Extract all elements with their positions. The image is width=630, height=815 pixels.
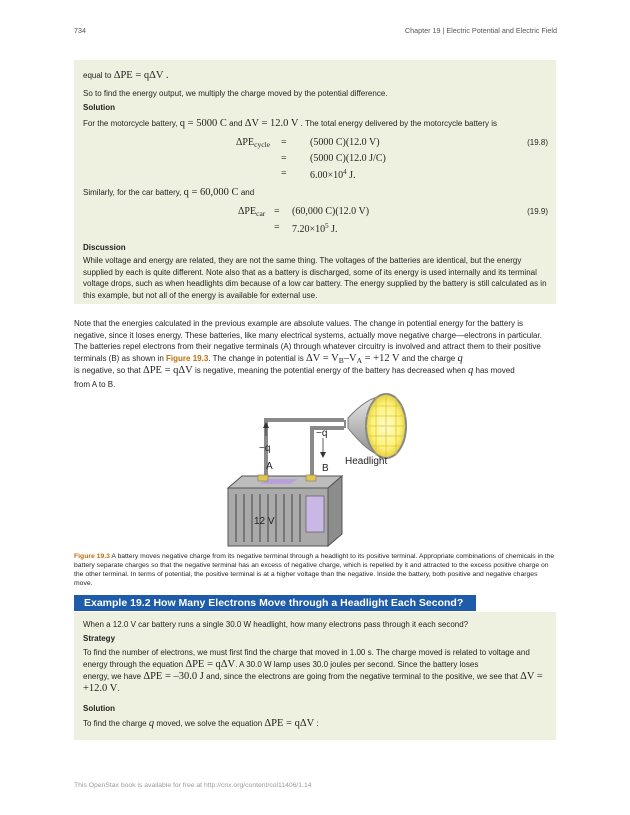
solution-heading: Solution	[83, 103, 115, 112]
eq-base: 6.00×10	[310, 170, 344, 181]
solution-heading-2: Solution	[83, 704, 115, 713]
body-paragraph-end: from A to B.	[74, 380, 116, 389]
example-question: When a 12.0 V car battery runs a single 30.0 W headlight, how many electrons pass through it each second?	[83, 620, 469, 629]
eq-lhs: ΔPE	[238, 206, 257, 217]
delta-v-equation	[306, 353, 400, 364]
car-pre: Similarly, for the car battery,	[83, 188, 182, 197]
solution-part: To find the charge	[83, 719, 147, 728]
eq-part: = +12 V	[364, 352, 400, 364]
q-symbol: q	[468, 365, 474, 376]
para-text: is negative, so that	[74, 366, 141, 375]
strategy-equation: ΔPE = –30.0 J	[143, 671, 204, 682]
para-text: has moved	[475, 366, 515, 375]
strategy-heading: Strategy	[83, 634, 116, 643]
chapter-title: Chapter 19 | Electric Potential and Electric Field	[404, 26, 557, 35]
and-text: and	[229, 119, 243, 128]
eq-19-8-lhs	[236, 137, 270, 149]
intro-equation: ΔPE = qΔV .	[113, 70, 169, 81]
label-b: B	[322, 463, 329, 474]
strategy-text-2	[83, 671, 549, 694]
label-a: A	[266, 461, 273, 472]
para-text: is negative, meaning the potential energy of the battery has decreased when	[194, 366, 466, 375]
eq-19-8-sign-2: =	[281, 153, 287, 164]
eq-19-9-sign-1: =	[274, 206, 280, 217]
wire-to-lamp	[344, 420, 346, 428]
strategy-part: To find the number of electrons, we must first find the charge that moved in 1.00 s. The charge moved is related to voltage and energy through the equation	[83, 648, 530, 669]
para-text: . The change in potential is	[208, 353, 304, 363]
strategy-part: .	[117, 683, 120, 693]
solution-equation: ΔPE = qΔV	[264, 718, 315, 729]
eq-lhs-sub: car	[256, 209, 266, 218]
strategy-part: . A 30.0 W lamp uses 30.0 joules per second. Since the battery loses	[235, 659, 479, 669]
motorcycle-line	[83, 118, 549, 130]
car-charge: q = 60,000 C	[183, 187, 239, 198]
moto-charge: q = 5000 C	[179, 118, 227, 129]
eq-19-8-line-1: (5000 C)(12.0 V)	[310, 137, 380, 148]
figure-caption-text: A battery moves negative charge from its negative terminal through a headlight to its positive terminal. Appropriate combinations of chemicals in the battery separate charges so that the negative terminal has an excess of negative charge, which is repelled by it and attracted to the excess positive charge on the other terminal. In terms of potential, the positive terminal is at a higher voltage than the negative. Inside the battery, both positive and negative charges move.	[74, 553, 555, 587]
eq-part: –V	[343, 352, 357, 364]
footer-note: This OpenStax book is available for free at http://cnx.org/content/col11406/1.14	[74, 782, 312, 789]
battery-headlight-figure	[220, 388, 520, 548]
eq-19-8-line-3	[310, 168, 356, 181]
body-paragraph	[74, 318, 552, 366]
moto-voltage: ΔV = 12.0 V	[244, 118, 299, 129]
strategy-text	[83, 647, 549, 670]
eq-19-9-line-2	[292, 222, 338, 235]
eq-19-8-sign-1: =	[281, 137, 287, 148]
eq-19-9-number: (19.9)	[527, 207, 548, 216]
eq-unit: J.	[331, 224, 338, 235]
eq-19-8-line-2: (5000 C)(12.0 J/C)	[310, 153, 386, 164]
eq-lhs: ΔPE	[236, 137, 255, 148]
para-text: and the charge	[401, 353, 456, 363]
label-headlight: Headlight	[345, 456, 388, 467]
eq-19-8-number: (19.8)	[527, 138, 548, 147]
solution-part: :	[316, 719, 319, 728]
para-text: Note that the energies calculated in the previous example are absolute values. The change in potential energy for the battery is negative, since it loses energy. These batteries, like many electrical systems, actually move negative charge—electrons in particular. The batteries repel electrons from their negative terminals (A) through whatever circuitry is involved and attract them to their positive terminals (B) as shown in	[74, 319, 542, 363]
find-text: So to find the energy output, we multiply the charge moved by the potential difference.	[83, 89, 388, 98]
discussion-heading: Discussion	[83, 243, 126, 252]
arrow-up-icon	[263, 422, 269, 436]
label-neg-q-right: −q	[316, 428, 328, 439]
intro-line	[83, 70, 549, 82]
eq-unit: J.	[349, 170, 356, 181]
eq-exp: 5	[325, 222, 329, 230]
strategy-equation: ΔV = +12.0 V	[83, 671, 543, 694]
solution-text	[83, 718, 549, 730]
body-paragraph-cont	[74, 365, 552, 377]
pe-equation: ΔPE = qΔV	[142, 365, 193, 376]
car-line	[83, 187, 549, 199]
eq-lhs-sub: cycle	[254, 140, 270, 149]
figure-caption-label: Figure 19.3	[74, 553, 110, 560]
eq-base: 7.20×10	[292, 224, 326, 235]
eq-19-8-sign-3: =	[281, 168, 287, 179]
strategy-part: energy, we have	[83, 672, 142, 681]
car-battery	[228, 475, 342, 546]
label-neg-q-left: −q	[259, 443, 271, 454]
figure-19-3-link[interactable]: Figure 19.3	[166, 353, 209, 363]
moto-post: . The total energy delivered by the motorcycle battery is	[300, 119, 498, 128]
label-voltage: 12 V	[254, 516, 275, 527]
eq-19-9-lhs	[238, 206, 265, 218]
eq-19-9-line-1: (60,000 C)(12.0 V)	[292, 206, 370, 217]
eq-exp: 4	[343, 168, 347, 176]
eq-sub: B	[338, 355, 344, 365]
discussion-text: While voltage and energy are related, they are not the same thing. The voltages of the batteries are identical, but the energy supplied by each is quite different. Note also that as a battery is discharged, some of its energy is used internally and its terminal voltage drops, such as when headlights dim because of a low car battery. The energy supplied by the battery is still calculated as in this example, but not all of the energy is available for external use.	[83, 256, 547, 300]
strategy-equation: ΔPE = qΔV	[185, 658, 236, 670]
q-symbol: q	[148, 718, 155, 729]
example-title-bar: Example 19.2 How Many Electrons Move through a Headlight Each Second?	[74, 595, 476, 611]
page-number: 734	[74, 26, 86, 35]
moto-pre: For the motorcycle battery,	[83, 119, 178, 128]
car-and: and	[240, 188, 255, 197]
q-symbol: q	[457, 352, 463, 364]
solution-part: moved, we solve the equation	[156, 719, 263, 728]
eq-sub: A	[356, 355, 363, 365]
strategy-part: and, since the electrons are going from the negative terminal to the positive, we see that	[206, 672, 518, 681]
intro-text: equal to	[83, 71, 112, 80]
figure-caption	[74, 552, 556, 588]
eq-19-9-sign-2: =	[274, 222, 280, 233]
eq-part: ΔV = V	[306, 352, 339, 364]
arrow-down-icon	[320, 438, 326, 458]
